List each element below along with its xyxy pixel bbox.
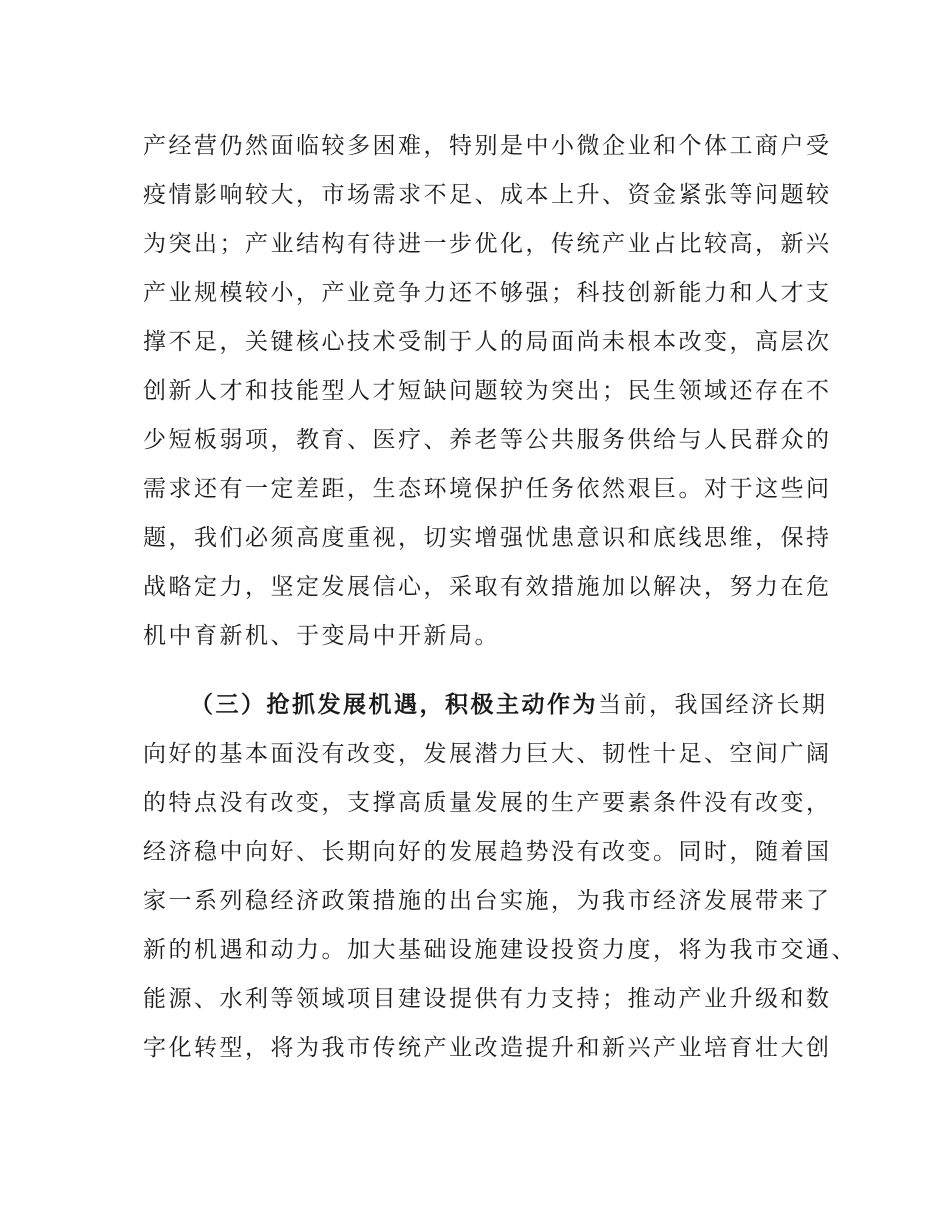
text-line: 机中育新机、于变局中开新局。	[143, 623, 500, 649]
text-line: 少短板弱项，教育、医疗、养老等公共服务供给与人民群众的	[143, 427, 832, 453]
text-line: 撑不足，关键核心技术受制于人的局面尚未根本改变，高层次	[143, 329, 832, 355]
paragraph-first-line	[190, 685, 833, 725]
text-line: 为突出；产业结构有待进一步优化，传统产业占比较高，新兴	[143, 231, 832, 257]
section-heading: （三）抢抓发展机遇，积极主动作为	[190, 691, 598, 718]
text-line: 向好的基本面没有改变，发展潜力巨大、韧性十足、空间广阔	[143, 741, 832, 767]
text-line: 的特点没有改变，支撑高质量发展的生产要素条件没有改变，	[143, 790, 832, 816]
text-line: 能源、水利等领域项目建设提供有力支持；推动产业升级和数	[143, 986, 832, 1012]
text-line: 疫情影响较大，市场需求不足、成本上升、资金紧张等问题较	[143, 182, 832, 208]
text-line: 家一系列稳经济政策措施的出台实施，为我市经济发展带来了	[143, 888, 832, 914]
text-line: 产经营仍然面临较多困难，特别是中小微企业和个体工商户受	[143, 133, 832, 159]
text-line: 字化转型，将为我市传统产业改造提升和新兴产业培育壮大创	[143, 1035, 832, 1061]
text-line: 新的机遇和动力。加大基础设施建设投资力度，将为我市交通、	[143, 937, 857, 963]
text-line: 需求还有一定差距，生态环境保护任务依然艰巨。对于这些问	[143, 476, 832, 502]
text-run: 当前，我国经济长期	[598, 692, 828, 718]
text-line: 产业规模较小，产业竞争力还不够强；科技创新能力和人才支	[143, 280, 832, 306]
text-line: 战略定力，坚定发展信心，采取有效措施加以解决，努力在危	[143, 574, 832, 600]
text-line: 创新人才和技能型人才短缺问题较为突出；民生领域还存在不	[143, 378, 832, 404]
text-line: 题，我们必须高度重视，切实增强忧患意识和底线思维，保持	[143, 525, 832, 551]
text-line: 经济稳中向好、长期向好的发展趋势没有改变。同时，随着国	[143, 839, 832, 865]
